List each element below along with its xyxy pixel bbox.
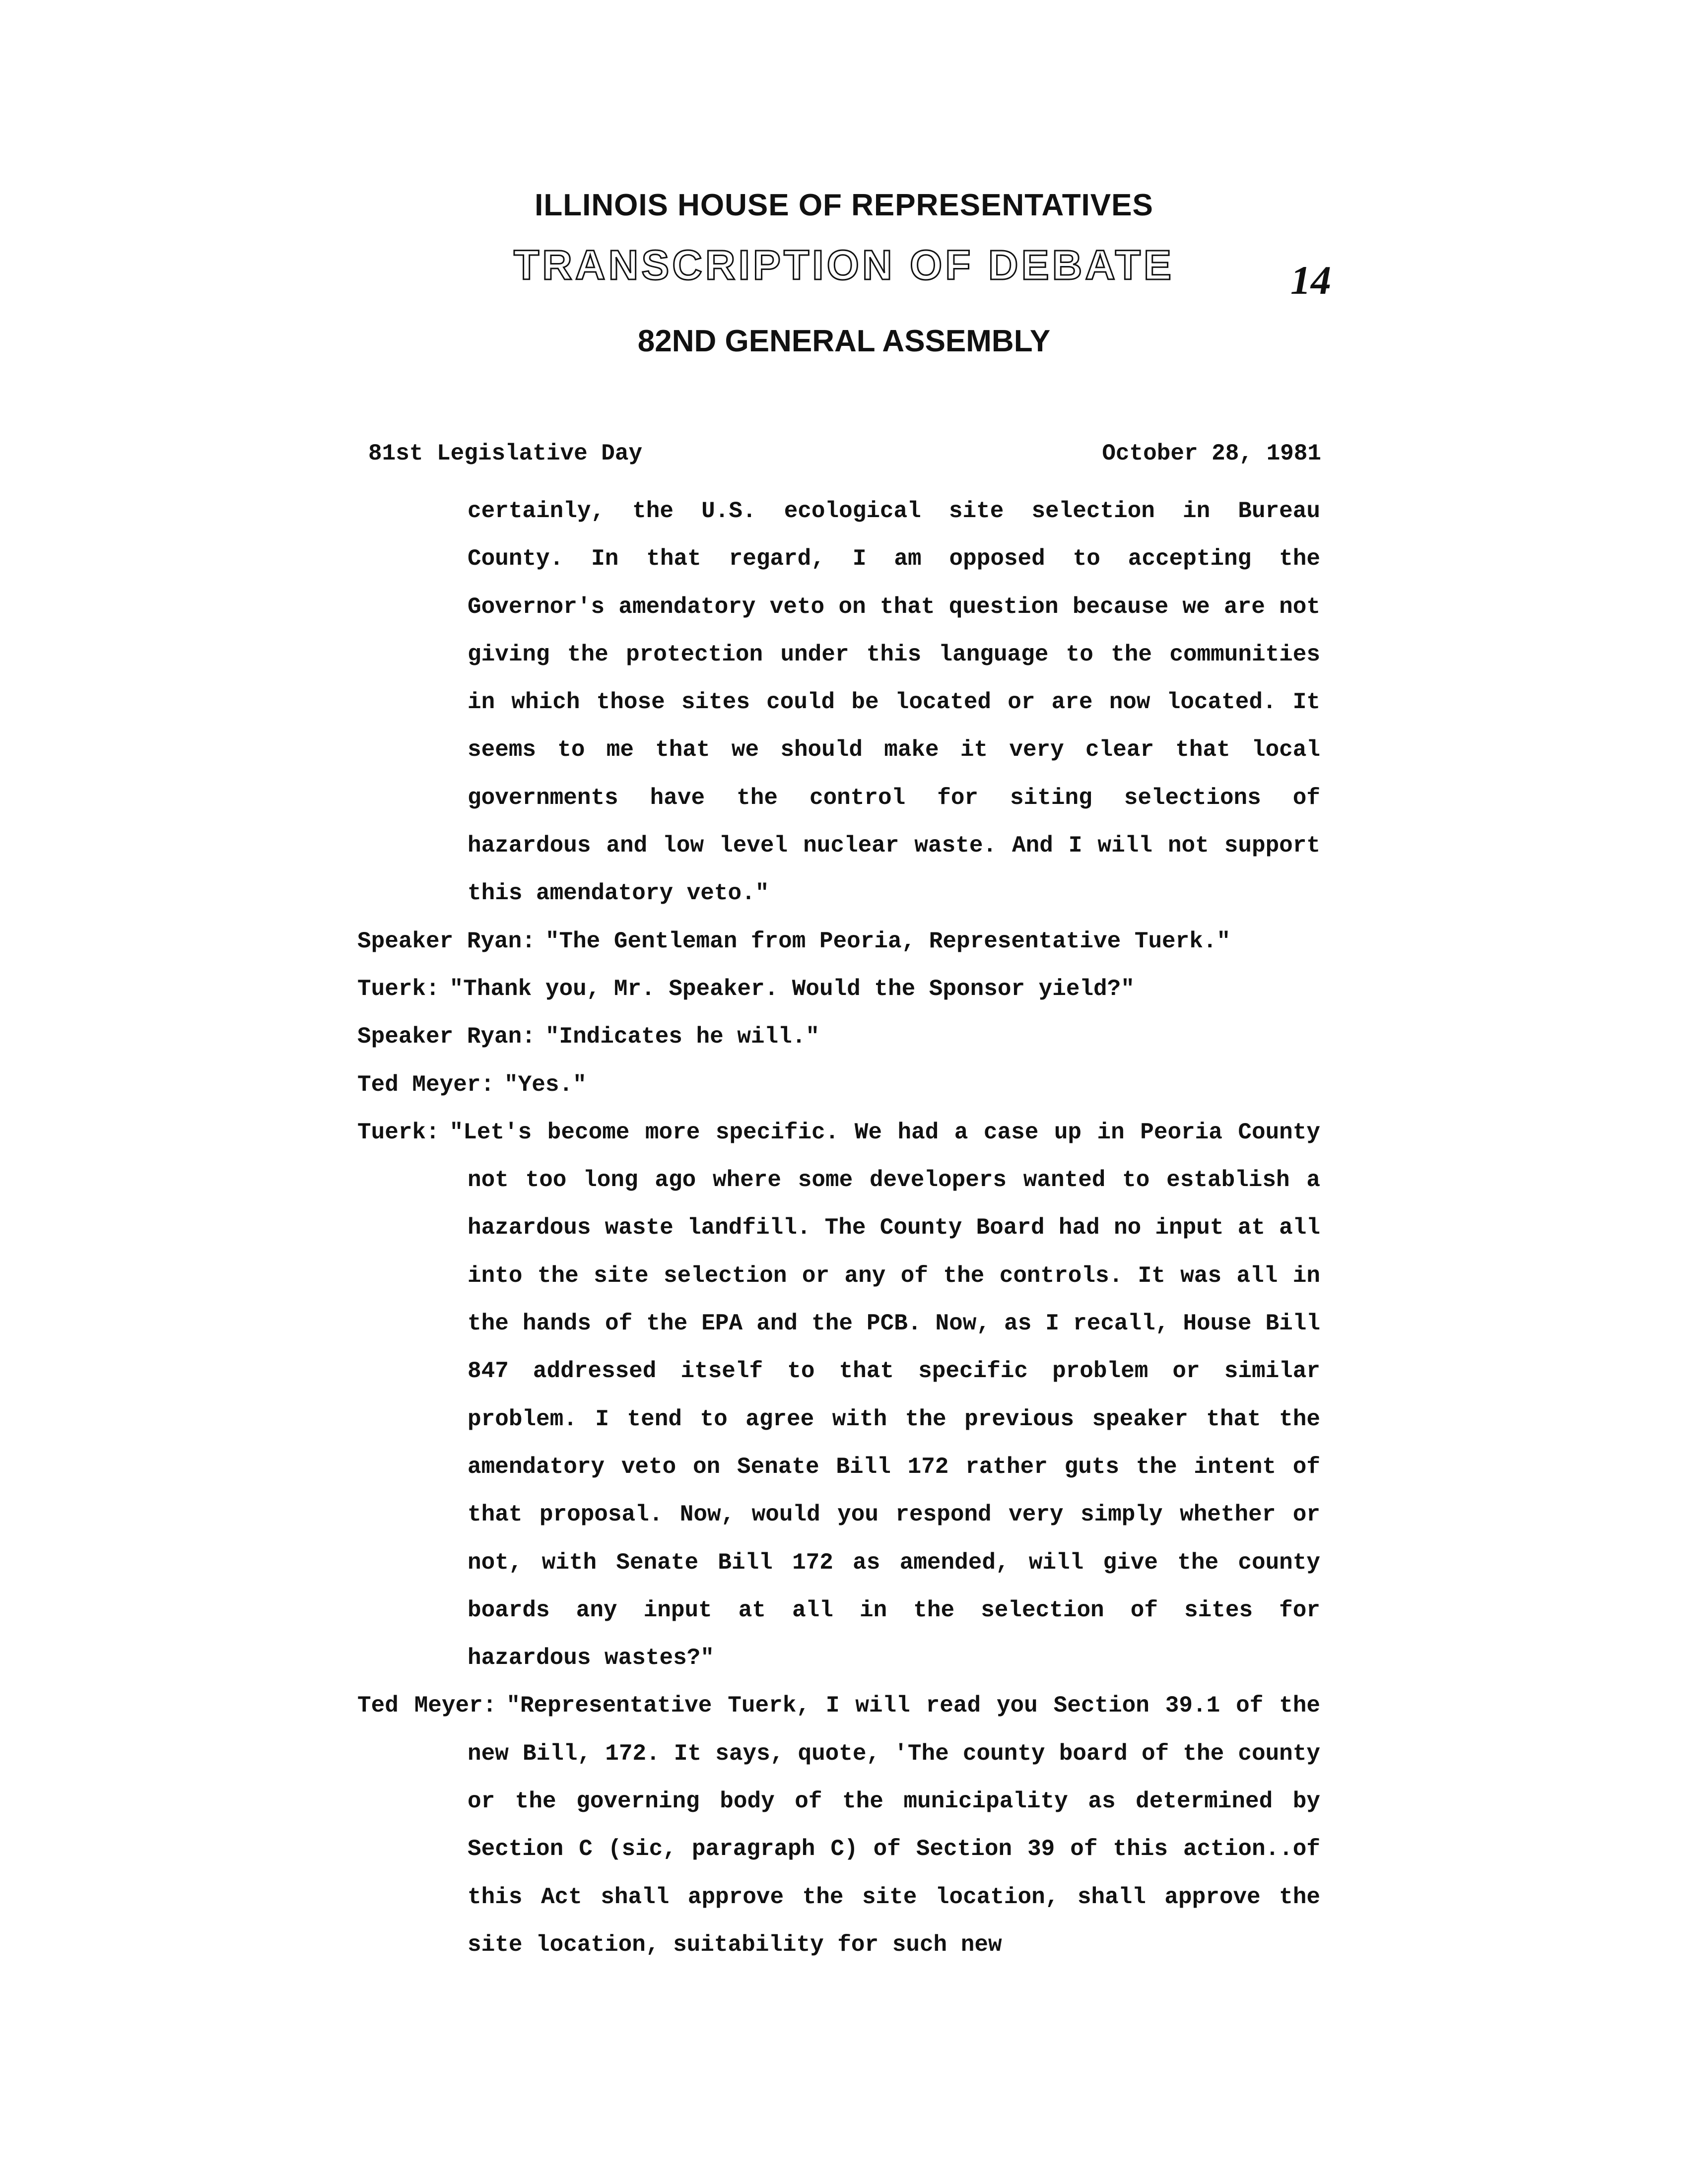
legislative-day: 81st Legislative Day — [368, 441, 643, 466]
speaker-name: Tuerk: — [357, 976, 440, 1002]
speech-text: "Let's become more specific. We had a case up in Peoria County not too long ago where some developers wanted to establish a hazardous waste landfill. The County Board had no input at all into the site selection or any of the controls. It was all in the hands of the EPA and the PCB. Now, as I recall, House Bill 847 addressed itself to that specific problem or similar problem. I tend to agree with the previous speaker that the amendatory veto on Senate Bill 172 rather guts the intent of that proposal. Now, would you respond very simply whether or not, with Senate Bill 172 as amended, will give the county boards any input at all in the selection of sites for hazardous wastes?" — [449, 1119, 1320, 1671]
speech-text: "The Gentleman from Peoria, Representative Tuerk." — [545, 928, 1231, 954]
transcript-turn — [357, 1682, 1320, 1969]
header-title: ILLINOIS HOUSE OF REPRESENTATIVES — [535, 188, 1153, 222]
speaker-name: Ted Meyer: — [357, 1071, 495, 1098]
speaker-name: Tuerk: — [357, 1119, 440, 1145]
page-number: 14 — [1290, 258, 1331, 303]
transcript-body — [357, 487, 1320, 1969]
transcript-turn — [357, 1013, 1320, 1060]
speech-text: "Thank you, Mr. Speaker. Would the Sponsor yield?" — [449, 976, 1135, 1002]
speech-text: "Yes." — [504, 1071, 587, 1098]
transcript-turn — [357, 965, 1320, 1013]
transcript-turn — [357, 1109, 1320, 1682]
transcript-turn — [357, 1061, 1320, 1109]
continuation-paragraph: certainly, the U.S. ecological site selection in Bureau County. In that regard, I am opposed to accepting the Governor's amendatory veto on that question because we are not giving the protection under this language to the communities in which those sites could be located or are now located. It seems to me that we should make it very clear that local governments have the control for siting selections of hazardous and low level nuclear waste. And I will not support this amendatory veto." — [468, 498, 1320, 907]
speech-text: "Indicates he will." — [545, 1024, 819, 1050]
debate-date: October 28, 1981 — [1102, 441, 1321, 466]
header-subtitle: TRANSCRIPTION OF DEBATE — [513, 242, 1175, 288]
transcript-turn — [357, 918, 1320, 965]
speaker-name: Speaker Ryan: — [357, 928, 536, 954]
speech-text: "Representative Tuerk, I will read you Section 39.1 of the new Bill, 172. It says, quote, 'The county board of the county or the governing body of the municipality as determined by Section C (sic, paragraph C) of Section 39 of this action..of this Act shall approve the site location, shall approve the site location, suitability for such new — [468, 1693, 1321, 1958]
speaker-name: Ted Meyer: — [357, 1693, 497, 1719]
header-assembly: 82ND GENERAL ASSEMBLY — [637, 324, 1051, 358]
speaker-name: Speaker Ryan: — [357, 1024, 536, 1050]
